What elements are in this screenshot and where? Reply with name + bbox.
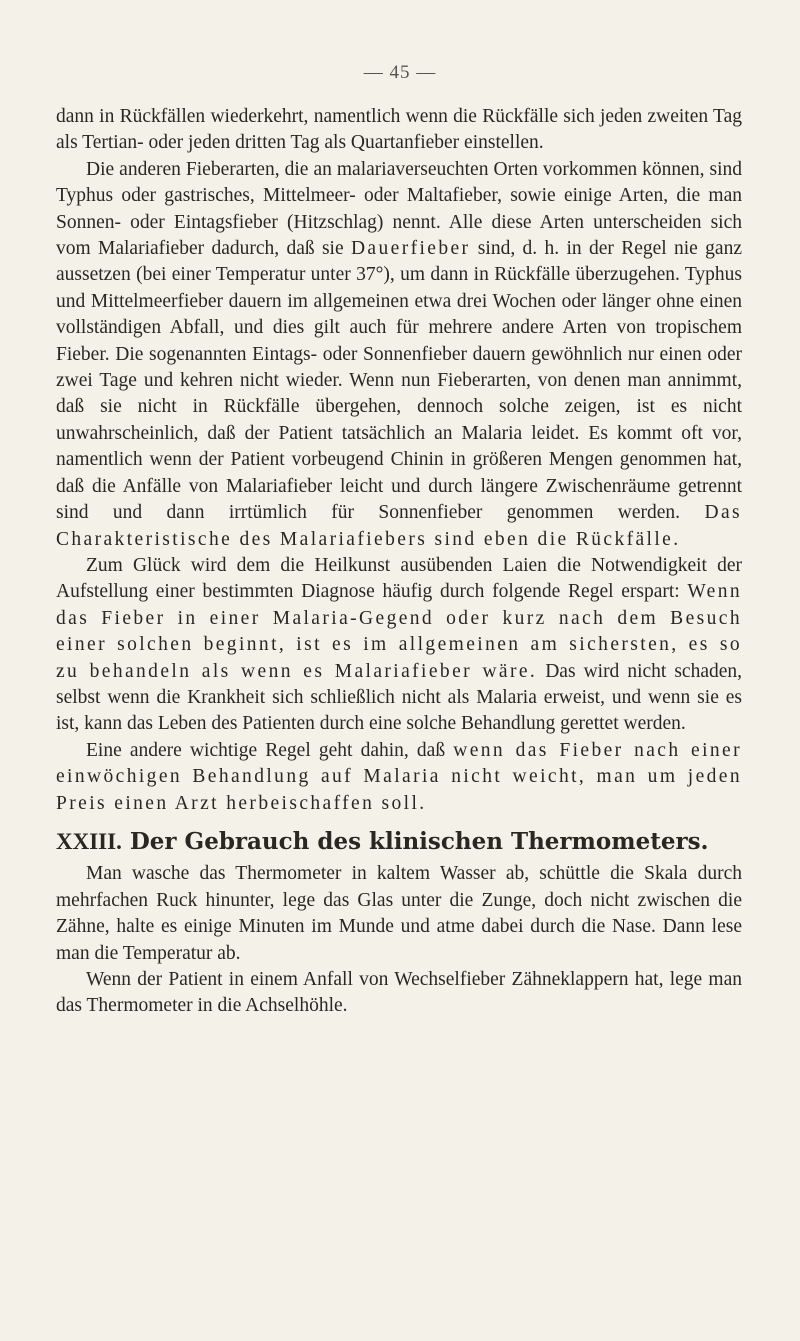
emphasis-characteristic: Das Charakteristische des Malariafiebers sind eben die Rückfälle.	[56, 502, 742, 550]
paragraph-rule-two	[56, 738, 742, 817]
emphasis-rule-two: wenn das Fieber nach einer einwöchigen Behandlung auf Malaria nicht weicht, man um jeden Preis einen Arzt herbeischaffen soll.	[56, 739, 742, 814]
section-heading	[56, 829, 742, 855]
emphasis-rule-one: Wenn das Fieber in einer Malaria-Gegend oder kurz nach dem Besuch einer solchen beginnt, ist es im allgemeinen am sichersten, es so zu behandeln als wenn es Malariafieber wäre.	[56, 581, 742, 682]
section-title: Der Gebrauch des klinischen Thermometers.	[129, 827, 709, 855]
paragraph-text: dann in Rückfällen wiederkehrt, namentlich wenn die Rückfälle sich jeden zweiten Tag als Tertian- oder jeden dritten Tag als Quartanfieber einstellen.	[56, 106, 742, 154]
paragraph-text: Eine andere wichtige Regel geht dahin, daß	[86, 739, 454, 761]
paragraph-text: sind, d. h. in der Regel nie ganz aussetzen (bei einer Temperatur unter 37°), um dann in Rückfälle überzugehen. Typhus und Mittelmeerfieber dauern im allgemeinen etwa drei Wochen oder länger ohne einen vollständigen Abfall, und dies gilt auch für mehrere andere Arten von tropischem Fieber. Die sogenannten Eintags- oder Sonnenfieber dauern gewöhnlich nur einen oder zwei Tage und kehren nicht wieder. Wenn nun Fieberarten, von denen man annimmt, daß sie nicht in Rückfälle übergehen, dennoch solche zeigen, ist es nicht unwahrscheinlich, daß der Patient tatsächlich an Malaria leidet. Es kommt oft vor, namentlich wenn der Patient vorbeugend Chinin in größeren Mengen genommen hat, daß die Anfälle von Malariafieber leicht und durch längere Zwischenräume getrennt sind und dann irrtümlich für Sonnenfieber genommen werden.	[56, 238, 742, 524]
paragraph-rule-one	[56, 553, 742, 738]
page-number: — 45 —	[363, 62, 437, 83]
paragraph-text: Die anderen Fieberarten, die an malariaverseuchten Orten vorkommen können, sind Typhus oder gastrisches, Mittelmeer- oder Maltafieber, sowie einige Arten, die man Sonnen- oder Eintagsfieber (Hitzschlag) nennt. Alle diese Arten unterscheiden sich vom Malariafieber dadurch, daß sie	[56, 158, 742, 260]
paragraph-fever-types	[56, 157, 742, 553]
paragraph-text: Wenn der Patient in einem Anfall von Wechselfieber Zähneklappern hat, lege man das Thermometer in die Achselhöhle.	[56, 969, 742, 1017]
paragraph-thermometer-mouth	[56, 861, 742, 967]
emphasis-dauerfieber: Dauerfieber	[350, 238, 471, 260]
paragraph-text: Man wasche das Thermometer in kaltem Wasser ab, schüttle die Skala durch mehrfachen Ruck hinunter, lege das Glas unter die Zunge, doch nicht zwischen die Zähne, halte es einige Minuten im Munde und atme dabei durch die Nase. Dann lese man die Temperatur ab.	[56, 863, 742, 964]
paragraph-thermometer-armpit	[56, 967, 742, 1020]
paragraph-text: Zum Glück wird dem die Heilkunst ausübenden Laien die Notwendigkeit der Aufstellung einer bestimmten Diagnose häufig durch folgende Regel erspart:	[56, 554, 742, 603]
paragraph-continuation	[56, 104, 742, 157]
body-text	[56, 104, 742, 1020]
section-number: XXIII.	[56, 828, 122, 854]
paragraph-text: Das wird nicht schaden, selbst wenn die Krankheit sich schließlich nicht als Malaria erweist, und wenn sie es ist, kann das Leben des Patienten durch eine solche Behandlung gerettet werden.	[56, 660, 743, 735]
